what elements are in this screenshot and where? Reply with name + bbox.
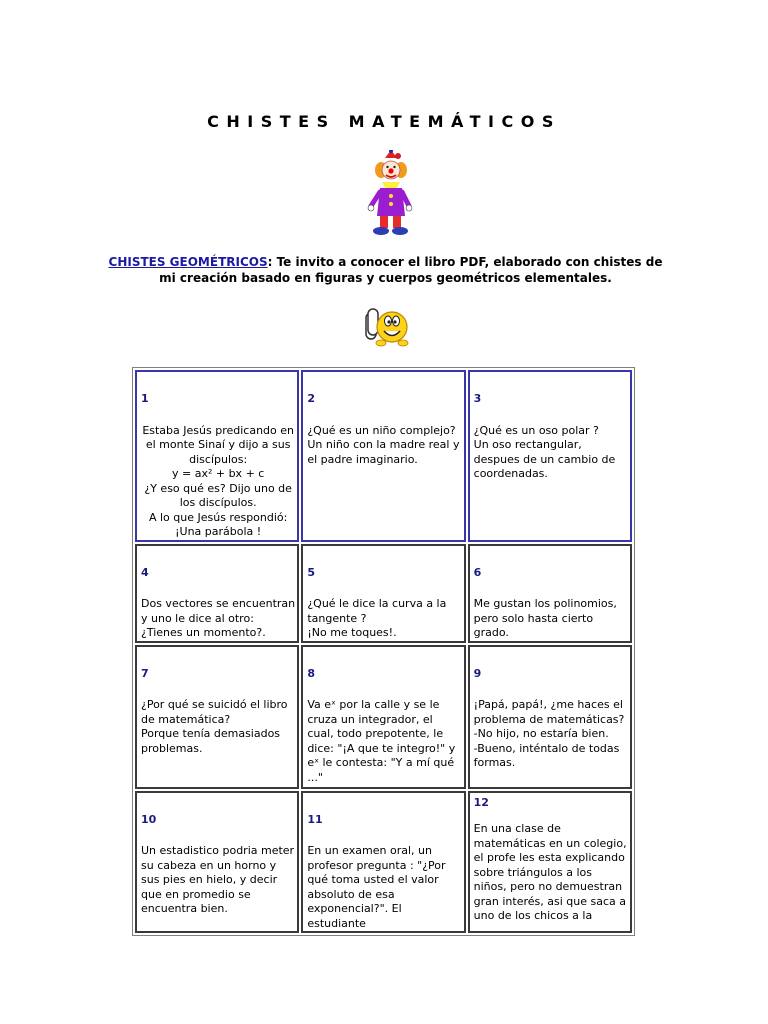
joke-number: 6	[473, 565, 482, 579]
joke-text: Un estadistico podria meter su cabeza en un horno y sus pies en hielo, y decir que en promedio se encuentra bien.	[141, 844, 295, 915]
joke-text: Estaba Jesús predicando en el monte Sinaí y dijo a sus discípulos: y = ax² + bx + c ¿Y eso qué es? Dijo uno de los discípulos. A lo que Jesús respondió: ¡Una parábola !	[142, 423, 294, 538]
joke-number: 3	[473, 392, 482, 405]
joke-number: 8	[307, 666, 315, 680]
page-title: CHISTES MATEMÁTICOS	[207, 112, 561, 131]
joke-cell-10	[135, 791, 299, 934]
joke-cell-2	[301, 370, 465, 542]
joke-cell-6	[468, 544, 632, 643]
joke-cell-9	[468, 645, 632, 789]
geometric-jokes-link[interactable]: CHISTES GEOMÉTRICOS	[108, 255, 268, 269]
joke-text: Me gustan los polinomios, pero solo hasta cierto grado.	[473, 597, 617, 639]
joke-text: ¿Qué es un oso polar ? Un oso rectangular, despues de un cambio de coordenadas.	[473, 423, 616, 480]
joke-number: 11	[307, 812, 323, 826]
joke-number: 1	[141, 392, 149, 405]
joke-cell-5	[301, 544, 465, 643]
joke-number: 7	[141, 666, 149, 680]
joke-cell-8	[301, 645, 465, 789]
intro-paragraph	[108, 254, 663, 286]
jokes-table	[132, 367, 635, 936]
joke-number: 10	[141, 812, 157, 826]
joke-text: ¿Qué le dice la curva a la tangente ? ¡No me toques!.	[307, 597, 447, 639]
clown-icon	[367, 150, 413, 236]
joke-text: ¿Qué es un niño complejo? Un niño con la madre real y el padre imaginario.	[307, 423, 460, 466]
joke-number: 2	[307, 392, 315, 405]
joke-text: En una clase de matemáticas en un colegio, el profe les esta explicando sobre triángulos a los niños, pero no demuestran gran interés, asi que saca a uno de los chicos a la	[473, 822, 627, 922]
joke-text: Dos vectores se encuentran y uno le dice al otro: ¿Tienes un momento?.	[141, 597, 296, 639]
joke-number: 12	[473, 795, 489, 809]
joke-cell-11	[301, 791, 465, 934]
joke-text: ¡Papá, papá!, ¿me haces el problema de matemáticas? -No hijo, no estaría bien. -Bueno, inténtalo de todas formas.	[473, 698, 625, 769]
joke-cell-4	[135, 544, 299, 643]
joke-number: 4	[141, 565, 149, 579]
joke-cell-1	[135, 370, 299, 542]
joke-number: 9	[473, 666, 482, 680]
joke-number: 5	[307, 565, 315, 579]
joke-cell-3	[468, 370, 632, 542]
joke-cell-7	[135, 645, 299, 789]
joke-text: ¿Por qué se suicidó el libro de matemática? Porque tenía demasiados problemas.	[141, 698, 288, 755]
joke-text: Va eˣ por la calle y se le cruza un integrador, el cual, todo prepotente, le dice: "¡A que te integro!" y eˣ le contesta: "Y a mí qué ..."	[307, 698, 456, 784]
joke-text: En un examen oral, un profesor pregunta : "¿Por qué toma usted el valor absoluto de esa exponencial?". El estudiante	[307, 844, 446, 930]
intro-text: : Te invito a conocer el libro PDF, elaborado con chistes de mi creación basado en figuras y cuerpos geométricos elementales.	[159, 255, 663, 285]
smiley-icon	[362, 307, 410, 349]
joke-cell-12	[468, 791, 632, 934]
